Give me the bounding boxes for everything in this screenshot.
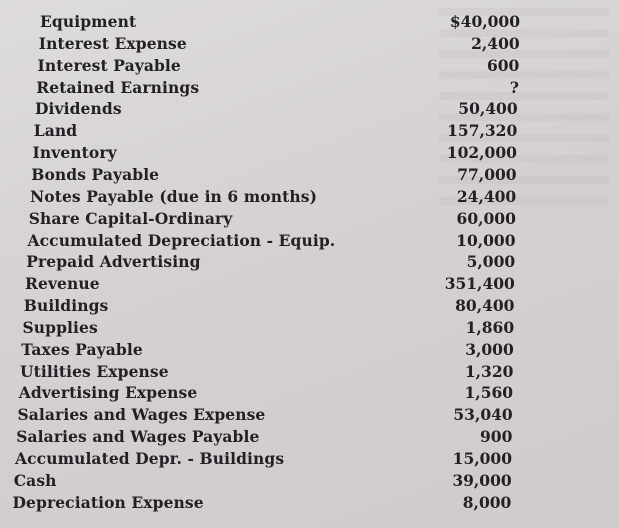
- account-amount: ?: [509, 77, 519, 97]
- list-item: [0, 493, 560, 515]
- account-amount: 1,320: [464, 361, 514, 381]
- account-label: Retained Earnings: [36, 77, 200, 97]
- account-label: Prepaid Advertising: [26, 252, 201, 272]
- list-item: [0, 274, 560, 296]
- account-amount: 80,400: [455, 296, 515, 316]
- account-amount: 5,000: [466, 252, 516, 272]
- account-label: Supplies: [22, 317, 98, 337]
- list-item: [0, 405, 560, 427]
- account-label: Cash: [13, 470, 57, 490]
- account-amount: 1,860: [465, 317, 515, 337]
- account-amount: 102,000: [446, 143, 517, 163]
- account-amount: 77,000: [457, 164, 517, 184]
- account-label: Advertising Expense: [18, 383, 198, 403]
- account-amount: 1,560: [464, 383, 514, 403]
- list-item: [0, 449, 560, 471]
- account-label: Buildings: [23, 296, 109, 316]
- account-amount: 3,000: [465, 339, 514, 359]
- list-item: [0, 78, 560, 100]
- list-item: [0, 427, 560, 449]
- account-label: Utilities Expense: [20, 361, 169, 381]
- list-item: [0, 252, 560, 274]
- list-item: [0, 99, 560, 121]
- list-item: [0, 165, 560, 187]
- account-label: Equipment: [40, 12, 137, 31]
- list-item: [0, 362, 560, 384]
- list-item: [0, 471, 560, 493]
- account-amount: 2,400: [471, 33, 520, 53]
- list-item: [0, 296, 560, 318]
- account-amount: 351,400: [444, 274, 515, 294]
- account-label: Bonds Payable: [31, 164, 160, 184]
- account-label: Land: [33, 121, 78, 141]
- list-item: [0, 340, 560, 362]
- account-amount: 157,320: [447, 121, 518, 141]
- list-item: [0, 383, 560, 405]
- account-label: Inventory: [32, 143, 117, 163]
- account-label: Taxes Payable: [21, 339, 143, 359]
- account-amount: $40,000: [449, 12, 520, 31]
- list-item: [0, 121, 560, 143]
- list-item: [0, 12, 560, 34]
- account-label: Accumulated Depr. - Buildings: [15, 449, 285, 468]
- account-label: Depreciation Expense: [12, 492, 204, 512]
- account-amount: 53,040: [453, 405, 513, 425]
- account-label: Salaries and Wages Expense: [17, 405, 266, 425]
- account-amount: 24,400: [456, 186, 517, 206]
- list-item: [0, 34, 560, 56]
- list-item: [0, 209, 560, 231]
- list-item: [0, 143, 560, 165]
- account-amount: 60,000: [456, 208, 516, 228]
- account-label: Salaries and Wages Payable: [16, 427, 260, 447]
- list-item: [0, 187, 560, 209]
- account-label: Share Capital-Ordinary: [28, 208, 233, 228]
- account-amount: 10,000: [456, 230, 516, 250]
- account-amount: 39,000: [452, 470, 512, 490]
- list-item: [0, 318, 560, 340]
- account-label: Dividends: [35, 99, 122, 119]
- account-amount: 50,400: [458, 99, 518, 119]
- account-label: Interest Payable: [37, 55, 181, 75]
- list-item: [0, 231, 560, 253]
- account-label: Notes Payable (due in 6 months): [30, 186, 317, 206]
- account-amount: 8,000: [462, 492, 512, 512]
- account-label: Revenue: [25, 274, 100, 294]
- account-label: Accumulated Depreciation - Equip.: [27, 230, 336, 250]
- list-item: [0, 56, 560, 78]
- account-amount: 15,000: [452, 449, 512, 468]
- account-label: Interest Expense: [38, 33, 187, 53]
- account-amount: 600: [486, 55, 520, 75]
- account-amount: 900: [480, 427, 513, 447]
